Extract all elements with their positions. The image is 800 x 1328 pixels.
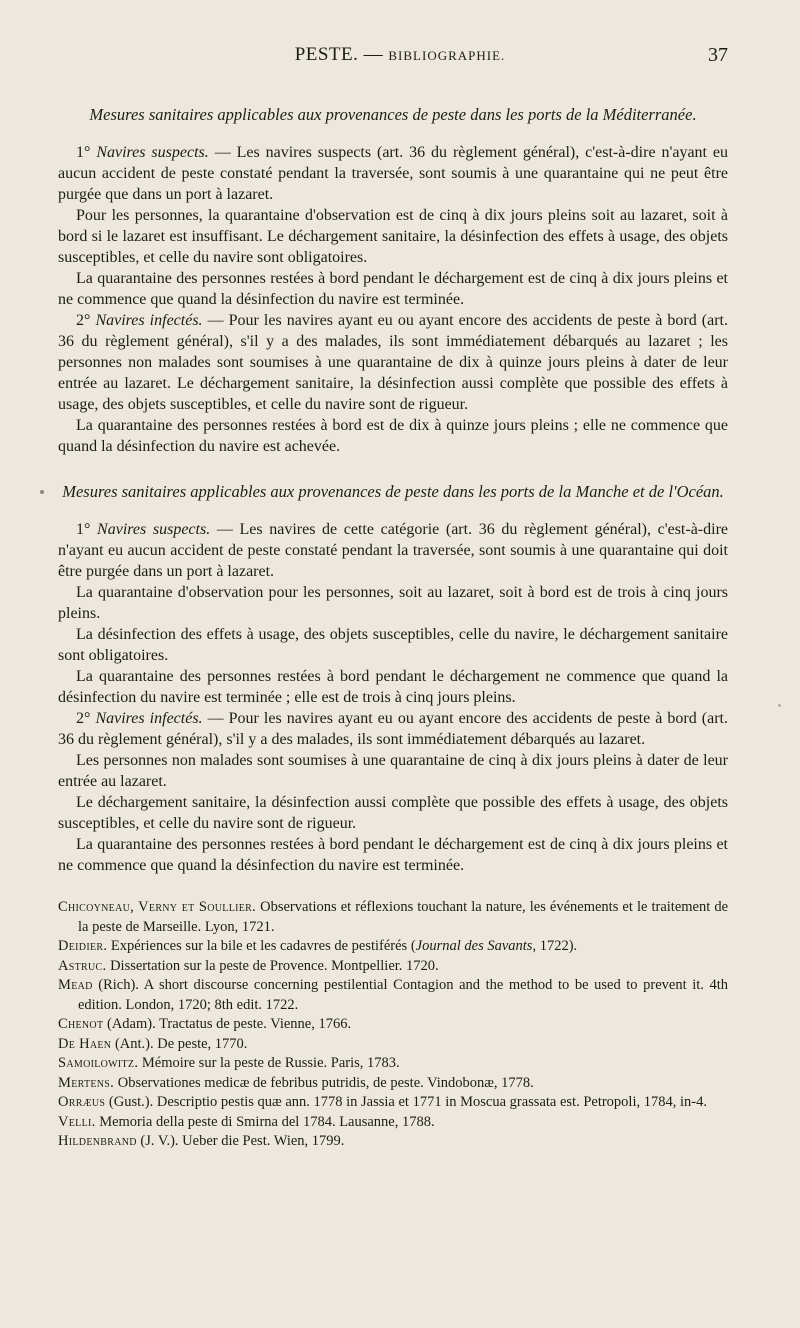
bibliography-entry [58,957,728,977]
bib-journal: Journal des Savants [415,938,533,954]
paragraph: La quarantaine d'observation pour les personnes, soit au lazaret, soit à bord est de trois à cinq jours pleins. [58,584,728,622]
header-dash: — [363,44,384,65]
paper-speck [778,704,781,707]
bibliography-entry [58,1132,728,1152]
bib-author: Chenot [58,1016,104,1032]
bib-author: Samoilowitz. [58,1055,139,1071]
bibliography-list [58,898,728,1152]
bib-author: Mead [58,977,93,993]
paragraph-text: — Les navires suspects (art. 36 du règlement général), c'est-à-dire n'ayant eu aucun accident de peste constaté pendant la traversée, sont soumis à une quarantaine qui ne peut être purgée que dans un port à lazaret. [58,144,729,203]
bib-text: (Adam). Tractatus de peste. Vienne, 1766. [106,1016,352,1032]
bib-text: Mémoire sur la peste de Russie. Paris, 1783. [141,1055,400,1071]
item-label: Navires suspects. [97,521,211,538]
bibliography-entry [58,1035,728,1055]
paragraph: La quarantaine des personnes restées à bord pendant le déchargement est de cinq à dix jours pleins et ne commence que quand la désinfection du navire est terminée. [58,836,728,874]
section-heading-manche-ocean: Mesures sanitaires applicables aux provenances de peste dans les ports de la Manche et de l'Océan. [62,482,724,501]
header-title-main: PESTE. [294,44,359,65]
item-label: Navires suspects. [96,144,209,161]
header-title [0,44,800,66]
bibliography-entry [58,976,728,1015]
paragraph-text: — Pour les navires ayant eu ou ayant encore des accidents de peste à bord (art. 36 du règlement général), s'il y a des malades, ils sont immédiatement débarqués au lazaret ; les personnes non malades sont soumises à une quarantaine de dix à quinze jours pleins à dater de leur entrée au lazaret. Le déchargement sanitaire, la désinfection aussi complète que possible des effets à usage, des objets susceptibles, et celle du navire sont de rigueur. [58,312,728,413]
section-spacer [58,457,728,481]
page-number: 37 [708,44,728,66]
paragraph: Les personnes non malades sont soumises à une quarantaine de cinq à dix jours pleins à dater de leur entrée au lazaret. [58,752,728,790]
bibliography-entry [58,1093,728,1113]
paragraph [58,519,728,582]
paragraph: Pour les personnes, la quarantaine d'observation est de cinq à dix jours pleins soit au lazaret, soit à bord si le lazaret est insuffisant. Le déchargement sanitaire, la désinfection des effets à usage, des objets susceptibles, et celle du navire sont obligatoires. [58,207,728,266]
bibliography-entry [58,1015,728,1035]
bib-text-after: , 1722). [532,938,578,954]
bib-text: Observationes medicæ de febribus putridis, de peste. Vindobonæ, 1778. [117,1074,534,1091]
bibliography-entry [58,937,728,957]
bib-author: Orræus [58,1094,106,1110]
paragraph: La quarantaine des personnes restées à bord pendant le déchargement est de cinq à dix jours pleins et ne commence que quand la désinfection du navire est terminée. [58,270,728,308]
bib-author: De Haen [58,1035,112,1052]
bibliography-entry [58,898,728,937]
bib-author: Deidier. [58,938,108,954]
item-number: 1° [76,144,91,161]
bibliography-entry [58,1074,728,1094]
paragraph [58,708,728,750]
section-heading-mediterranee: Mesures sanitaires applicables aux provenances de peste dans les ports de la Méditerranée. [89,105,697,124]
bibliography-entry [58,1054,728,1074]
paragraph [58,310,728,415]
bib-text: Observations et réflexions touchant la nature, les événements et le traitement de la peste de Marseille. Lyon, 1721. [78,899,729,935]
paragraph: La désinfection des effets à usage, des objets susceptibles, celle du navire, le déchargement sanitaire sont obligatoires. [58,626,728,664]
page-body [58,104,728,1152]
bibliography-entry [58,1113,728,1133]
item-number: 2° [76,312,91,329]
paragraph: Le déchargement sanitaire, la désinfection aussi complète que possible des effets à usage, des objets susceptibles, et celle du navire sont de rigueur. [58,794,728,832]
bib-text: (Gust.). Descriptio pestis quæ ann. 1778 in Jassia et 1771 in Moscua grassata est. Petropoli, 1784, in-4. [108,1094,707,1110]
bib-author: Chicoyneau, Verny et Soullier. [58,899,257,915]
paragraph-text: — Pour les navires ayant eu ou ayant encore des accidents de peste à bord (art. 36 du règlement général), s'il y a des malades, ils sont immédiatement débarqués au lazaret. [58,710,728,748]
bib-text: Memoria della peste di Smirna del 1784. Lausanne, 1788. [99,1113,435,1130]
bib-author: Hildenbrand [58,1133,137,1149]
paragraph [58,142,728,205]
item-label: Navires infectés. [95,710,203,727]
header-subtitle: BIBLIOGRAPHIE. [388,48,506,63]
item-label: Navires infectés. [95,312,203,329]
bib-text: Expériences sur la bile et les cadavres de pestiférés ( [110,938,416,954]
paragraph: La quarantaine des personnes restées à bord pendant le déchargement ne commence que quand la désinfection du navire est terminée ; elle est de trois à cinq jours pleins. [58,668,728,706]
bib-author: Mertens. [58,1074,115,1091]
item-number: 2° [76,710,91,727]
paragraph: La quarantaine des personnes restées à bord est de dix à quinze jours pleins ; elle ne commence que quand la désinfection du navire est achevée. [58,417,728,455]
item-number: 1° [76,521,91,538]
bib-author: Velli. [58,1113,96,1130]
bib-text: (J. V.). Ueber die Pest. Wien, 1799. [140,1133,345,1149]
bib-text: (Rich). A short discourse concerning pestilential Contagion and the method to be used to prevent it. 4th edition. London, 1720; 8th edit. 1722. [78,977,728,1013]
bib-text: Dissertation sur la peste de Provence. Montpellier. 1720. [110,957,439,974]
bib-author: Astruc. [58,957,107,974]
paper-speck [40,490,44,494]
running-header [0,44,800,74]
bib-text: (Ant.). De peste, 1770. [114,1035,248,1052]
paragraph-text: — Les navires de cette catégorie (art. 36 du règlement général), c'est-à-dire n'ayant eu aucun accident de peste constaté pendant la traversée, sont soumis à une quarantaine qui doit être purgée dans un port à lazaret. [58,521,729,580]
